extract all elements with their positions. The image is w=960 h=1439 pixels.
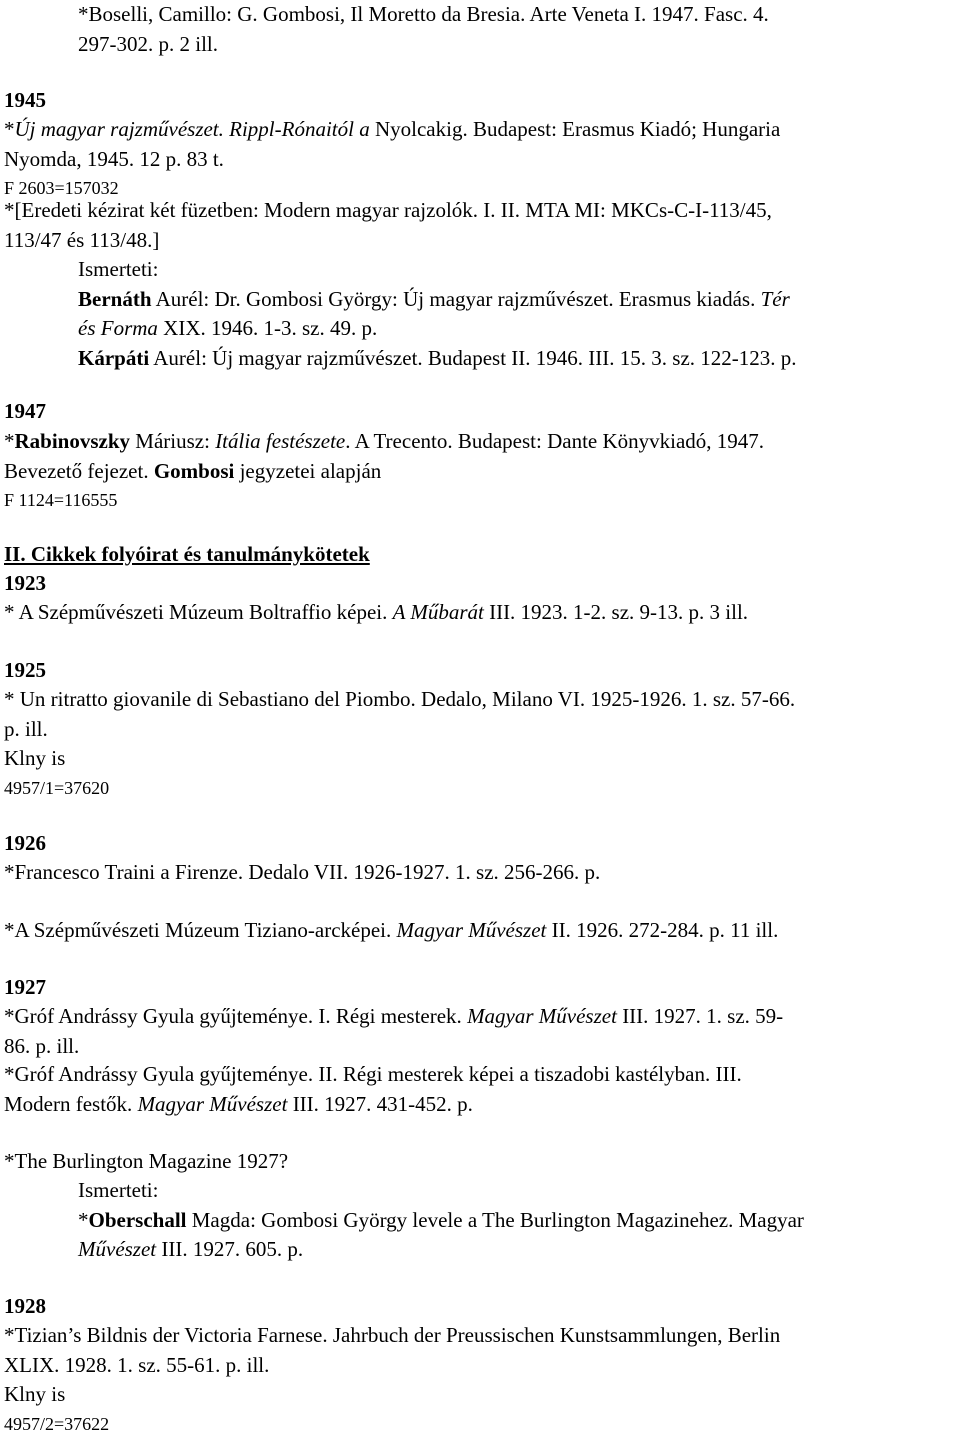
entry-line: Klny is — [4, 1380, 956, 1410]
author: Gombosi — [154, 459, 235, 483]
year-heading-1947: 1947 — [4, 397, 956, 427]
journal-title: A Műbarát — [393, 600, 484, 624]
entry-tiziano-arckepei — [4, 916, 956, 946]
text: * — [4, 117, 15, 141]
text: Aurél: Dr. Gombosi György: Új magyar rajzművészet. Erasmus kiadás. — [152, 287, 761, 311]
review-author: Oberschall — [89, 1208, 187, 1232]
review-block-1927 — [78, 1176, 956, 1265]
text: * — [78, 1208, 89, 1232]
entry-burlington: *The Burlington Magazine 1927? — [4, 1147, 956, 1177]
text: III. 1923. 1-2. sz. 9-13. p. 3 ill. — [484, 600, 748, 624]
review-label: Ismerteti: — [78, 255, 956, 285]
entry-line: *Tizian’s Bildnis der Victoria Farnese. Jahrbuch der Preussischen Kunstsammlungen, Berlin — [4, 1321, 956, 1351]
text: III. 1927. 605. p. — [156, 1237, 303, 1261]
journal-title: Tér — [761, 287, 790, 311]
entry-line: *Gróf Andrássy Gyula gyűjteménye. II. Régi mesterek képei a tiszadobi kastélyban. III. — [4, 1060, 956, 1090]
text: *A Szépművészeti Múzeum Tiziano-arcképei. — [4, 918, 397, 942]
entry-eredeti-kezirat — [4, 196, 956, 255]
text: Magda: Gombosi György levele a The Burlington Magazinehez. Magyar — [187, 1208, 804, 1232]
review-block-1945 — [78, 255, 956, 373]
call-number: 4957/1=37620 — [4, 774, 956, 804]
entry-line: Klny is — [4, 744, 956, 774]
call-number: F 2603=157032 — [4, 174, 956, 204]
text: Nyolcakig. Budapest: Erasmus Kiadó; Hungaria — [370, 117, 781, 141]
entry-boselli — [78, 0, 956, 59]
text: * A Szépművészeti Múzeum Boltraffio képei. — [4, 600, 393, 624]
entry-line: 113/47 és 113/48.] — [4, 226, 956, 256]
text: Bevezető fejezet. — [4, 459, 154, 483]
text: III. 1927. 431-452. p. — [287, 1092, 472, 1116]
journal-title: Művészet — [78, 1237, 156, 1261]
year-heading-1923: 1923 — [4, 569, 956, 599]
entry-victoria-farnese — [4, 1321, 956, 1439]
journal-title: Magyar Művészet — [467, 1004, 617, 1028]
text: II. 1926. 272-284. p. 11 ill. — [546, 918, 778, 942]
entry-line: Nyomda, 1945. 12 p. 83 t. — [4, 145, 956, 175]
review-label: Ismerteti: — [78, 1176, 956, 1206]
entry-andrassy-1 — [4, 1002, 956, 1061]
year-heading-1925: 1925 — [4, 656, 956, 686]
entry-line: * Un ritratto giovanile di Sebastiano del Piombo. Dedalo, Milano VI. 1925-1926. 1. sz. 57-66. — [4, 685, 956, 715]
text: Aurél: Új magyar rajzművészet. Budapest II. 1946. III. 15. 3. sz. 122-123. p. — [149, 346, 796, 370]
text: Modern festők. — [4, 1092, 138, 1116]
call-number: F 1124=116555 — [4, 486, 956, 516]
entry-line: p. ill. — [4, 715, 956, 745]
year-heading-1926: 1926 — [4, 829, 956, 859]
journal-title: Magyar Művészet — [138, 1092, 288, 1116]
entry-line: *[Eredeti kézirat két füzetben: Modern magyar rajzolók. I. II. MTA MI: MKCs-C-I-113/45, — [4, 196, 956, 226]
year-heading-1928: 1928 — [4, 1292, 956, 1322]
entry-line: 297-302. p. 2 ill. — [78, 30, 956, 60]
text: III. 1927. 1. sz. 59- — [617, 1004, 783, 1028]
text: *Gróf Andrássy Gyula gyűjteménye. I. Régi mesterek. — [4, 1004, 467, 1028]
entry-uj-magyar-rajzmuveszet — [4, 115, 956, 204]
entry-italia-festeszete — [4, 427, 956, 516]
entry-line: *Boselli, Camillo: G. Gombosi, Il Moretto da Bresia. Arte Veneta I. 1947. Fasc. 4. — [78, 0, 956, 30]
section-heading: II. Cikkek folyóirat és tanulmánykötetek — [4, 540, 956, 570]
entry-andrassy-2 — [4, 1060, 956, 1119]
text: jegyzetei alapján — [234, 459, 381, 483]
journal-title: Magyar Művészet — [397, 918, 547, 942]
text: XIX. 1946. 1-3. sz. 49. p. — [158, 316, 377, 340]
book-title: Itália festészete — [215, 429, 345, 453]
review-author: Bernáth — [78, 287, 152, 311]
review-author: Kárpáti — [78, 346, 149, 370]
year-heading-1927: 1927 — [4, 973, 956, 1003]
journal-title: és Forma — [78, 316, 158, 340]
entry-traini: *Francesco Traini a Firenze. Dedalo VII. 1926-1927. 1. sz. 256-266. p. — [4, 858, 956, 888]
text: . A Trecento. Budapest: Dante Könyvkiadó, 1947. — [345, 429, 764, 453]
text: * — [4, 429, 15, 453]
author: Rabinovszky — [15, 429, 131, 453]
text: Máriusz: — [130, 429, 215, 453]
entry-boltraffio — [4, 598, 956, 628]
entry-sebastiano — [4, 685, 956, 803]
call-number: 4957/2=37622 — [4, 1410, 956, 1439]
entry-line: 86. p. ill. — [4, 1032, 956, 1062]
book-title: Új magyar rajzművészet. Rippl-Rónaitól a — [15, 117, 370, 141]
entry-line: XLIX. 1928. 1. sz. 55-61. p. ill. — [4, 1351, 956, 1381]
year-heading-1945: 1945 — [4, 86, 956, 116]
